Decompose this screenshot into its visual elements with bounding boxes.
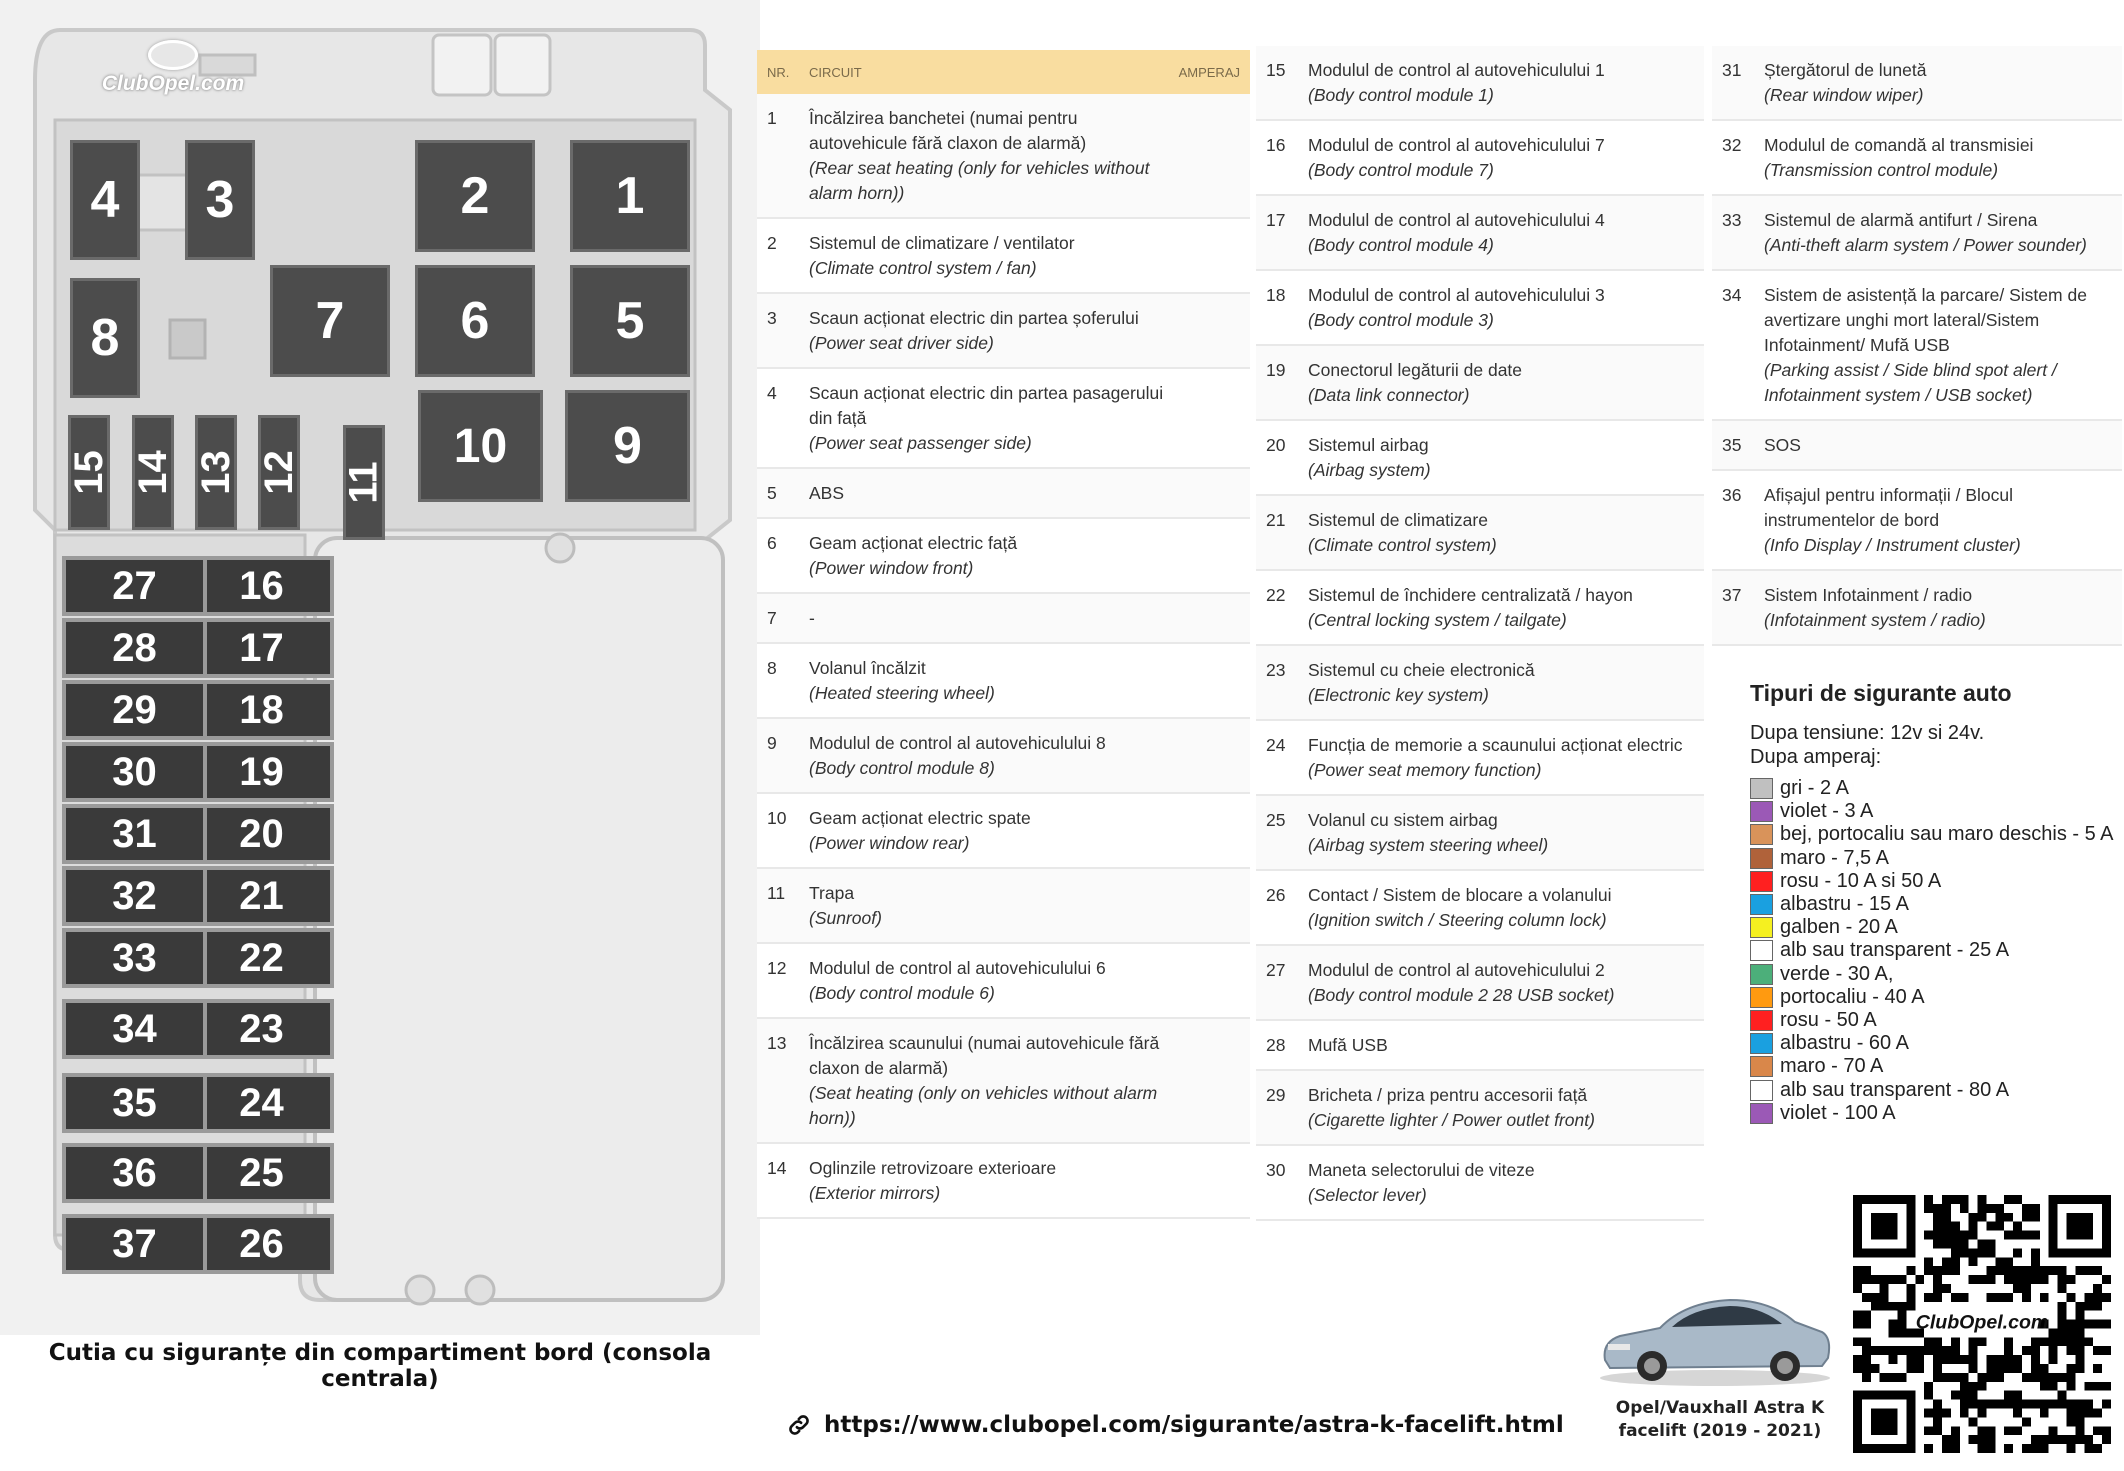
fuse-6: 6 (415, 265, 535, 377)
fuse-number: 10 (767, 808, 787, 828)
legend-title: Tipuri de sigurante auto (1750, 680, 2012, 706)
legend-item (1750, 963, 2124, 986)
table-row (757, 294, 1250, 369)
fuse-number: 31 (1722, 60, 1742, 80)
fuse-table-column-1 (757, 50, 1250, 1219)
circuit-en: (Body control module 1) (1308, 85, 1494, 105)
circuit-ro: Volanul încălzit (809, 658, 926, 678)
color-swatch (1750, 1010, 1773, 1031)
fuse-33: 33 (66, 932, 203, 984)
fuse-number: 18 (1266, 285, 1286, 305)
circuit-description (1308, 1033, 1704, 1058)
legend-label: alb sau transparent - 80 A (1780, 1078, 2010, 1101)
table-row (757, 644, 1250, 719)
fuse-number: 36 (1722, 485, 1742, 505)
fuse-table-column-3 (1712, 46, 2122, 646)
fuse-32: 32 (66, 870, 203, 922)
fuse-22: 22 (193, 932, 330, 984)
circuit-description (809, 481, 1250, 506)
circuit-en: (Parking assist / Side blind spot alert / Infotainment system / USB socket) (1764, 360, 2057, 405)
legend-label: galben - 20 A (1780, 916, 1898, 939)
circuit-ro: Oglinzile retrovizoare exterioare (809, 1158, 1057, 1178)
header-circuit: CIRCUIT (809, 64, 862, 80)
fuse-16: 16 (193, 560, 330, 612)
circuit-description (809, 381, 1250, 456)
color-swatch (1750, 1080, 1773, 1101)
fuse-number: 14 (767, 1158, 787, 1178)
legend-label: rosu - 10 A si 50 A (1780, 869, 1942, 892)
opel-logo-icon (148, 40, 198, 70)
fuse-8: 8 (70, 278, 140, 398)
watermark-text: ClubOpel.com (101, 72, 245, 95)
circuit-ro: Contact / Sistem de blocare a volanului (1308, 885, 1612, 905)
circuit-description (1308, 733, 1704, 783)
fuse-number: 16 (1266, 135, 1286, 155)
fuse-18: 18 (193, 684, 330, 736)
legend-label: albastru - 60 A (1780, 1032, 1909, 1055)
circuit-ro: Volanul cu sistem airbag (1308, 810, 1498, 830)
circuit-ro: Funcția de memorie a scaunului acționat electric (1308, 735, 1683, 755)
fuse-number: 6 (767, 533, 777, 553)
table-row (1712, 271, 2122, 421)
circuit-en: (Body control module 8) (809, 758, 995, 778)
circuit-en: (Data link connector) (1308, 385, 1470, 405)
circuit-en: (Climate control system) (1308, 535, 1497, 555)
fuse-20: 20 (193, 808, 330, 860)
legend-label: rosu - 50 A (1780, 1008, 1877, 1031)
fuse-number: 22 (1266, 585, 1286, 605)
color-swatch (1750, 848, 1773, 869)
legend-item (1750, 1032, 2124, 1055)
circuit-ro: Geam acționat electric spate (809, 808, 1031, 828)
legend-item (1750, 1102, 2124, 1125)
legend-item (1750, 893, 2124, 916)
table-row (1712, 571, 2122, 646)
circuit-description (1764, 133, 2122, 183)
fuse-29: 29 (66, 684, 203, 736)
circuit-description (1764, 433, 2122, 458)
legend-item (1750, 1078, 2124, 1101)
fuse-7: 7 (270, 265, 390, 377)
table-row (757, 719, 1250, 794)
circuit-ro: Sistem de asistență la parcare/ Sistem de avertizare unghi mort lateral/Sistem Infotainment/ Mufă USB (1764, 285, 2087, 355)
fuse-28: 28 (66, 622, 203, 674)
circuit-en: (Body control module 7) (1308, 160, 1494, 180)
legend-label: maro - 7,5 A (1780, 846, 1889, 869)
circuit-description (1308, 358, 1704, 408)
legend-label: portocaliu - 40 A (1780, 985, 1925, 1008)
fuse-number: 24 (1266, 735, 1286, 755)
fuse-number: 15 (1266, 60, 1286, 80)
legend-item (1750, 800, 2124, 823)
fuse-25: 25 (193, 1147, 330, 1199)
fuse-27: 27 (66, 560, 203, 612)
circuit-description (1764, 483, 2122, 558)
circuit-en: (Central locking system / tailgate) (1308, 610, 1567, 630)
legend-voltage-line: Dupa tensiune: 12v si 24v. (1750, 722, 1985, 744)
fuse-37: 37 (66, 1218, 203, 1270)
circuit-description (809, 106, 1250, 206)
fuse-number: 34 (1722, 285, 1742, 305)
circuit-description (809, 806, 1250, 856)
circuit-ro: Trapa (809, 883, 855, 903)
legend-item (1750, 777, 2124, 800)
table-row (1256, 1021, 1704, 1071)
fuse-14: 14 (132, 415, 174, 530)
fuse-10: 10 (418, 390, 543, 502)
fuse-types-legend (1750, 680, 2124, 1125)
fuse-number: 30 (1266, 1160, 1286, 1180)
fuse-number: 2 (767, 233, 777, 253)
fuse-number: 11 (767, 883, 786, 903)
legend-list (1750, 777, 2124, 1125)
car-caption-line-1: Opel/Vauxhall Astra K (1615, 1398, 1825, 1418)
legend-item (1750, 870, 2124, 893)
color-swatch (1750, 964, 1773, 985)
circuit-ro: Sistemul de închidere centralizată / hayon (1308, 585, 1633, 605)
circuit-ro: Modulul de control al autovehiculului 6 (809, 958, 1106, 978)
circuit-description (809, 1031, 1250, 1131)
fuse-number: 21 (1266, 510, 1286, 530)
circuit-description (1308, 658, 1704, 708)
color-swatch (1750, 824, 1773, 845)
table-header (757, 50, 1250, 94)
circuit-description (1764, 583, 2122, 633)
circuit-ro: Modulul de control al autovehiculului 2 (1308, 960, 1605, 980)
table-row (1256, 796, 1704, 871)
color-swatch (1750, 1103, 1773, 1124)
table-row (1256, 496, 1704, 571)
fuse-number: 33 (1722, 210, 1742, 230)
circuit-ro: Modulul de control al autovehiculului 4 (1308, 210, 1605, 230)
circuit-en: (Cigarette lighter / Power outlet front) (1308, 1110, 1595, 1130)
circuit-description (809, 656, 1250, 706)
circuit-description (809, 1156, 1250, 1206)
circuit-description (1308, 583, 1704, 633)
table-row (1712, 421, 2122, 471)
fuse-number: 29 (1266, 1085, 1286, 1105)
source-url-text: https://www.clubopel.com/sigurante/astra-k-facelift.html (824, 1412, 1564, 1438)
fuse-9: 9 (565, 390, 690, 502)
fuse-number: 9 (767, 733, 777, 753)
circuit-en: (Rear window wiper) (1764, 85, 1924, 105)
circuit-description (1764, 58, 2122, 108)
circuit-ro: Geam acționat electric față (809, 533, 1018, 553)
fuse-23: 23 (193, 1003, 330, 1055)
legend-label: albastru - 15 A (1780, 893, 1909, 916)
circuit-en: (Power seat memory function) (1308, 760, 1542, 780)
fuse-17: 17 (193, 622, 330, 674)
circuit-description (809, 231, 1250, 281)
legend-item (1750, 847, 2124, 870)
circuit-en: (Ignition switch / Steering column lock) (1308, 910, 1607, 930)
fuse-number: 28 (1266, 1035, 1286, 1055)
legend-label: verde - 30 A, (1780, 962, 1894, 985)
circuit-ro: Ștergătorul de lunetă (1764, 60, 1927, 80)
circuit-en: (Transmission control module) (1764, 160, 1999, 180)
circuit-en: (Climate control system / fan) (809, 258, 1037, 278)
legend-label: violet - 100 A (1780, 1101, 1896, 1124)
car-image (1590, 1280, 1840, 1390)
fuse-number: 13 (767, 1033, 787, 1053)
circuit-ro: Modulul de comandă al transmisiei (1764, 135, 2034, 155)
fuse-1: 1 (570, 140, 690, 252)
circuit-description (1308, 58, 1704, 108)
circuit-ro: Sistemul de alarmă antifurt / Sirena (1764, 210, 2038, 230)
fuse-3: 3 (185, 140, 255, 260)
circuit-en: (Selector lever) (1308, 1185, 1427, 1205)
circuit-en: (Body control module 2 28 USB socket) (1308, 985, 1615, 1005)
circuit-description (1308, 808, 1704, 858)
qr-code-icon[interactable] (1853, 1195, 2111, 1453)
circuit-description (1308, 208, 1704, 258)
table-row (1256, 346, 1704, 421)
circuit-description (1308, 883, 1704, 933)
circuit-ro: ABS (809, 483, 845, 503)
circuit-en: (Seat heating (only on vehicles without alarm horn)) (809, 1083, 1158, 1128)
fuse-number: 3 (767, 308, 777, 328)
table-row (757, 519, 1250, 594)
circuit-ro: Modulul de control al autovehiculului 3 (1308, 285, 1605, 305)
fuse-2: 2 (415, 140, 535, 252)
fuse-number: 35 (1722, 435, 1742, 455)
circuit-description (809, 306, 1250, 356)
circuit-ro: Modulul de control al autovehiculului 8 (809, 733, 1106, 753)
fuse-number: 26 (1266, 885, 1286, 905)
circuit-en: (Airbag system) (1308, 460, 1431, 480)
circuit-en: (Airbag system steering wheel) (1308, 835, 1549, 855)
table-row (1712, 121, 2122, 196)
circuit-ro: Maneta selectorului de viteze (1308, 1160, 1535, 1180)
fuse-number: 23 (1266, 660, 1286, 680)
table-row (757, 1144, 1250, 1219)
circuit-ro: Bricheta / priza pentru accesorii față (1308, 1085, 1588, 1105)
fuse-35: 35 (66, 1077, 203, 1129)
table-row (1256, 871, 1704, 946)
circuit-description (1308, 958, 1704, 1008)
table-row (1256, 1071, 1704, 1146)
fuse-number: 7 (767, 608, 777, 628)
fuse-number: 20 (1266, 435, 1286, 455)
table-row (757, 594, 1250, 644)
circuit-description (809, 881, 1250, 931)
fuse-31: 31 (66, 808, 203, 860)
legend-label: violet - 3 A (1780, 800, 1874, 823)
circuit-ro: Mufă USB (1308, 1035, 1388, 1055)
circuit-description (809, 531, 1250, 581)
fuse-number: 8 (767, 658, 777, 678)
circuit-ro: - (809, 608, 815, 628)
table-row (757, 1019, 1250, 1144)
color-swatch (1750, 801, 1773, 822)
circuit-ro: Conectorul legăturii de date (1308, 360, 1523, 380)
circuit-ro: Încălzirea scaunului (numai autovehicule fără claxon de alarmă) (809, 1033, 1160, 1078)
circuit-ro: Afișajul pentru informații / Blocul instrumentelor de bord (1764, 485, 2013, 530)
circuit-description (809, 956, 1250, 1006)
table-row (757, 469, 1250, 519)
table-row (1256, 421, 1704, 496)
fuse-21: 21 (193, 870, 330, 922)
car-caption (1590, 1397, 1850, 1443)
fuse-number: 4 (767, 383, 777, 403)
fuse-5: 5 (570, 265, 690, 377)
color-swatch (1750, 940, 1773, 961)
circuit-ro: Sistemul airbag (1308, 435, 1429, 455)
legend-item (1750, 1055, 2124, 1078)
table-row (757, 219, 1250, 294)
fuse-30: 30 (66, 746, 203, 798)
circuit-en: (Exterior mirrors) (809, 1183, 941, 1203)
circuit-description (1308, 1158, 1704, 1208)
circuit-en: (Rear seat heating (only for vehicles without alarm horn)) (809, 158, 1150, 203)
clubopel-watermark (88, 40, 258, 100)
legend-item (1750, 916, 2124, 939)
fuse-number: 32 (1722, 135, 1742, 155)
circuit-description (1308, 283, 1704, 333)
circuit-ro: SOS (1764, 435, 1801, 455)
circuit-description (1308, 508, 1704, 558)
circuit-en: (Infotainment system / radio) (1764, 610, 1986, 630)
table-row (1256, 946, 1704, 1021)
table-row (1256, 196, 1704, 271)
legend-item (1750, 823, 2124, 846)
table-row (757, 794, 1250, 869)
fuse-36: 36 (66, 1147, 203, 1199)
color-swatch (1750, 987, 1773, 1008)
diagram-caption: Cutia cu siguranțe din compartiment bord (consola centrala) (48, 1340, 712, 1392)
table-row (1256, 271, 1704, 346)
link-icon (786, 1412, 812, 1438)
fuse-table-column-2 (1256, 46, 1704, 1221)
circuit-description (1308, 133, 1704, 183)
circuit-description (1764, 208, 2122, 258)
fuse-number: 19 (1266, 360, 1286, 380)
color-swatch (1750, 871, 1773, 892)
fuse-34: 34 (66, 1003, 203, 1055)
fuse-number: 1 (767, 108, 777, 128)
header-amperaj: AMPERAJ (1178, 64, 1240, 80)
circuit-en: (Electronic key system) (1308, 685, 1489, 705)
circuit-en: (Body control module 3) (1308, 310, 1494, 330)
circuit-en: (Power seat driver side) (809, 333, 994, 353)
fuse-4: 4 (70, 140, 140, 260)
color-swatch (1750, 894, 1773, 915)
circuit-en: (Body control module 6) (809, 983, 995, 1003)
circuit-en: (Heated steering wheel) (809, 683, 995, 703)
circuit-ro: Modulul de control al autovehiculului 7 (1308, 135, 1605, 155)
fuse-11: 11 (343, 425, 385, 540)
circuit-ro: Încălzirea banchetei (numai pentru autovehicule fără claxon de alarmă) (809, 108, 1087, 153)
fuse-number: 25 (1266, 810, 1286, 830)
fuse-26: 26 (193, 1218, 330, 1270)
fuse-12: 12 (258, 415, 300, 530)
fuse-number: 17 (1266, 210, 1286, 230)
legend-label: gri - 2 A (1780, 777, 1849, 800)
color-swatch (1750, 1033, 1773, 1054)
table-row (1256, 721, 1704, 796)
table-row (1256, 46, 1704, 121)
fuse-number: 5 (767, 483, 777, 503)
legend-item (1750, 1009, 2124, 1032)
table-row (757, 944, 1250, 1019)
table-row (757, 369, 1250, 469)
fuse-box-diagram (0, 0, 760, 1335)
table-row (1712, 46, 2122, 121)
legend-amperage-line: Dupa amperaj: (1750, 746, 1882, 768)
circuit-en: (Power seat passenger side) (809, 433, 1032, 453)
table-row (757, 869, 1250, 944)
circuit-ro: Modulul de control al autovehiculului 1 (1308, 60, 1605, 80)
circuit-en: (Anti-theft alarm system / Power sounder) (1764, 235, 2087, 255)
fuse-number: 12 (767, 958, 787, 978)
table-row (1712, 196, 2122, 271)
circuit-en: (Sunroof) (809, 908, 882, 928)
circuit-en: (Power window rear) (809, 833, 970, 853)
circuit-en: (Body control module 4) (1308, 235, 1494, 255)
circuit-description (1308, 1083, 1704, 1133)
table-row (1256, 1146, 1704, 1221)
table-row (1256, 646, 1704, 721)
source-url[interactable] (786, 1412, 1564, 1438)
fuse-19: 19 (193, 746, 330, 798)
circuit-description (1764, 283, 2122, 408)
fuse-15: 15 (68, 415, 110, 530)
color-swatch (1750, 917, 1773, 938)
circuit-description (1308, 433, 1704, 483)
circuit-en: (Power window front) (809, 558, 974, 578)
circuit-description (809, 606, 1250, 631)
legend-item (1750, 986, 2124, 1009)
circuit-description (809, 731, 1250, 781)
fuse-number: 37 (1722, 585, 1742, 605)
header-nr: NR. (767, 64, 790, 80)
table-row (1256, 571, 1704, 646)
legend-item (1750, 939, 2124, 962)
circuit-ro: Sistemul cu cheie electronică (1308, 660, 1535, 680)
circuit-ro: Sistemul de climatizare / ventilator (809, 233, 1075, 253)
color-swatch (1750, 1056, 1773, 1077)
table-row (1712, 471, 2122, 571)
legend-label: alb sau transparent - 25 A (1780, 939, 2010, 962)
circuit-ro: Scaun acționat electric din partea șoferului (809, 308, 1139, 328)
fuse-number: 27 (1266, 960, 1286, 980)
qr-label: ClubOpel.com (1915, 1311, 2049, 1334)
legend-label: bej, portocaliu sau maro deschis - 5 A (1780, 823, 2114, 846)
table-row (1256, 121, 1704, 196)
circuit-ro: Scaun acționat electric din partea pasagerului din față (809, 383, 1164, 428)
fuse-24: 24 (193, 1077, 330, 1129)
color-swatch (1750, 778, 1773, 799)
circuit-ro: Sistem Infotainment / radio (1764, 585, 1973, 605)
car-caption-line-2: facelift (2019 - 2021) (1618, 1421, 1822, 1441)
table-row (757, 94, 1250, 219)
fuse-13: 13 (195, 415, 237, 530)
circuit-en: (Info Display / Instrument cluster) (1764, 535, 2021, 555)
legend-label: maro - 70 A (1780, 1055, 1884, 1078)
circuit-ro: Sistemul de climatizare (1308, 510, 1488, 530)
